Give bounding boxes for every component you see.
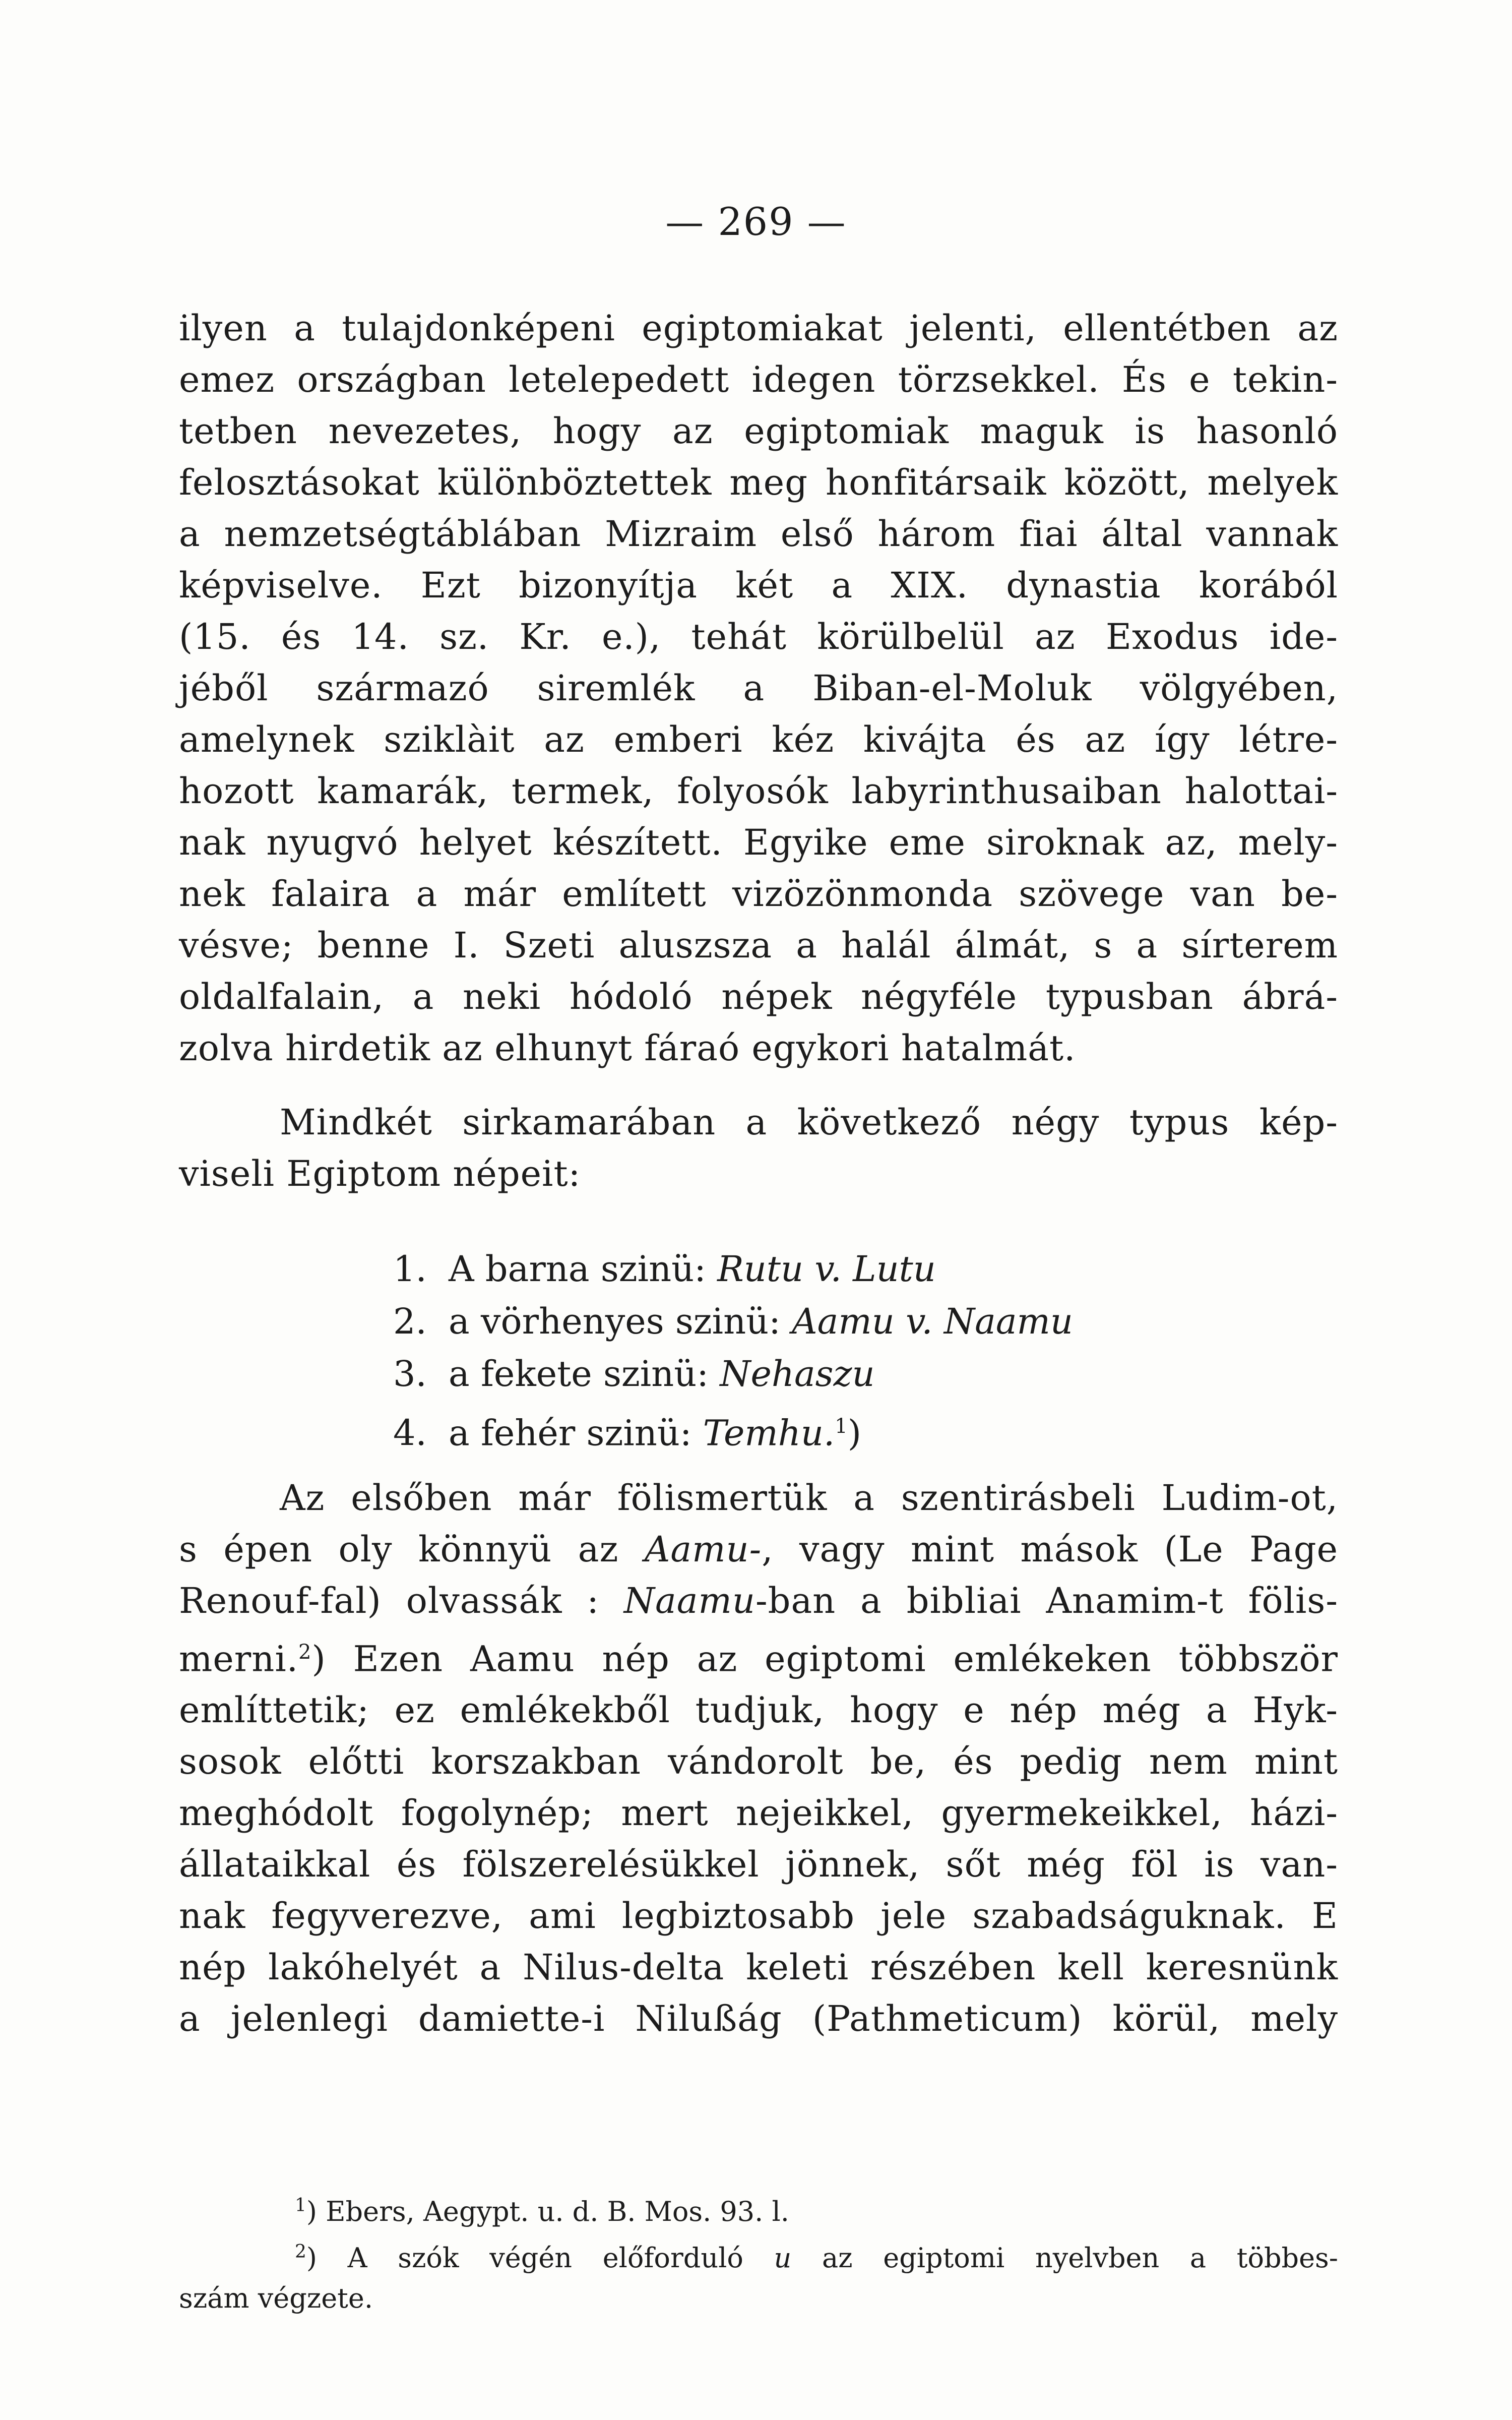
footnote-1 <box>179 2186 1338 2232</box>
text-line <box>179 1524 1338 1575</box>
footnote-text: ) Ebers, Aegypt. u. d. B. Mos. 93. l. <box>306 2196 789 2227</box>
footnote-2-continued: szám végzete. <box>179 2282 373 2314</box>
text-line: vésve; benne I. Szeti aluszsza a halál álmát, s a sírterem <box>179 925 1338 966</box>
text-line: nak nyugvó helyet készített. Egyike eme siroknak az, mely- <box>179 822 1338 863</box>
text-line: jéből származó siremlék a Biban-el-Moluk völgyében, <box>179 668 1338 709</box>
text-line: a jelenlegi damiette-i Nilußág (Pathmeticum) körül, mely <box>179 1998 1338 2040</box>
list-desc: a fehér szinü: <box>449 1412 692 1454</box>
footnote-text: az egiptomi nyelvben a többes- <box>791 2242 1338 2274</box>
text-line: oldalfalain, a neki hódoló népek négyféle typusban ábrá- <box>179 976 1338 1017</box>
italic-run: Aamu- <box>644 1529 762 1570</box>
text-line <box>179 1626 1338 1684</box>
text-run: -ban a bibliai Anamim-t fölis- <box>755 1580 1338 1621</box>
text-run: s épen oly könnyü az <box>179 1529 645 1570</box>
people-name: Rutu v. Lutu <box>717 1248 936 1290</box>
text-line: képviselve. Ezt bizonyítja két a XIX. dynastia korából <box>179 565 1338 606</box>
text-line: sosok előtti korszakban vándorolt be, és pedig nem mint <box>179 1741 1338 1783</box>
list-item: 4. a fehér szinü: Temhu.$^1$) <box>393 1400 1200 1459</box>
list-number: 1. <box>393 1248 427 1290</box>
people-name: Temhu. <box>703 1412 835 1454</box>
footnote-ref: 1 <box>835 1415 848 1438</box>
italic-run: Naamu <box>623 1580 755 1621</box>
list-number: 3. <box>393 1353 427 1395</box>
text-line: meghódolt fogolynép; mert nejeikkel, gyermekeikkel, házi- <box>179 1792 1338 1834</box>
text-line: Mindkét sirkamarában a következő négy typus kép- <box>280 1102 1338 1143</box>
footnote-mark: 2 <box>295 2242 306 2262</box>
text-line: hozott kamarák, termek, folyosók labyrinthusaiban halottai- <box>179 770 1338 812</box>
text-line: amelynek sziklàit az emberi kéz kivájta és az így létre- <box>179 719 1338 760</box>
text-line: (15. és 14. sz. Kr. e.), tehát körülbelül az Exodus ide- <box>179 616 1338 657</box>
page-number: — 269 — <box>665 199 847 244</box>
footnote-italic: u <box>774 2242 792 2274</box>
list-desc: a vörhenyes szinü: <box>449 1301 781 1342</box>
text-line: zolva hirdetik az elhunyt fáraó egykori hatalmát. <box>179 1027 1076 1069</box>
text-line: nép lakóhelyét a Nilus-delta keleti részében kell keresnünk <box>179 1947 1338 1988</box>
list-number: 2. <box>393 1301 427 1342</box>
text-line: emez országban letelepedett idegen törzsekkel. És e tekin- <box>179 359 1338 400</box>
text-run: ) Ezen Aamu nép az egiptomi emlékeken többször <box>311 1638 1338 1680</box>
list-item <box>393 1243 1200 1295</box>
footnote-ref: 2 <box>298 1641 312 1664</box>
types-list <box>393 1243 1200 1459</box>
list-number: 4. <box>393 1412 427 1454</box>
paragraph-2 <box>179 1097 1338 1199</box>
text-line: tetben nevezetes, hogy az egiptomiak maguk is hasonló <box>179 410 1338 452</box>
list-desc: A barna szinü: <box>449 1248 706 1290</box>
paragraph-3 <box>179 1472 1338 2044</box>
text-line: felosztásokat különböztettek meg honfitársaik között, melyek <box>179 462 1338 503</box>
text-line: ilyen a tulajdonképeni egiptomiakat jelenti, ellentétben az <box>179 308 1338 349</box>
footnotes <box>179 2186 1338 2319</box>
paragraph-1 <box>179 302 1338 1074</box>
list-item <box>393 1348 1200 1400</box>
footnote-mark: 1 <box>295 2195 306 2216</box>
text-run: Renouf-fal) olvassák : <box>179 1580 624 1621</box>
list-item <box>393 1295 1200 1348</box>
text-run: , vagy mint mások (Le Page <box>762 1529 1339 1570</box>
text-line: nek falaira a már említett vizözönmonda szövege van be- <box>179 873 1338 915</box>
footnote-2 <box>179 2232 1338 2278</box>
footnote-text: ) A szók végén előforduló <box>306 2242 774 2274</box>
text-line: viseli Egiptom népeit: <box>179 1153 581 1194</box>
text-line: nak fegyverezve, ami legbiztosabb jele szabadságuknak. E <box>179 1895 1338 1937</box>
list-desc: a fekete szinü: <box>449 1353 709 1395</box>
text-line: Az elsőben már fölismertük a szentirásbeli Ludim-ot, <box>280 1477 1338 1519</box>
text-line: állataikkal és fölszerelésükkel jönnek, sőt még föl is van- <box>179 1844 1338 1886</box>
people-name: Nehaszu <box>720 1353 875 1395</box>
text-run: merni. <box>179 1638 298 1680</box>
people-name: Aamu v. Naamu <box>792 1301 1074 1342</box>
text-line <box>179 1575 1338 1626</box>
text-line: említtetik; ez emlékekből tudjuk, hogy e nép még a Hyk- <box>179 1689 1338 1731</box>
text-line: a nemzetségtáblában Mizraim első három fiai által vannak <box>179 513 1338 555</box>
